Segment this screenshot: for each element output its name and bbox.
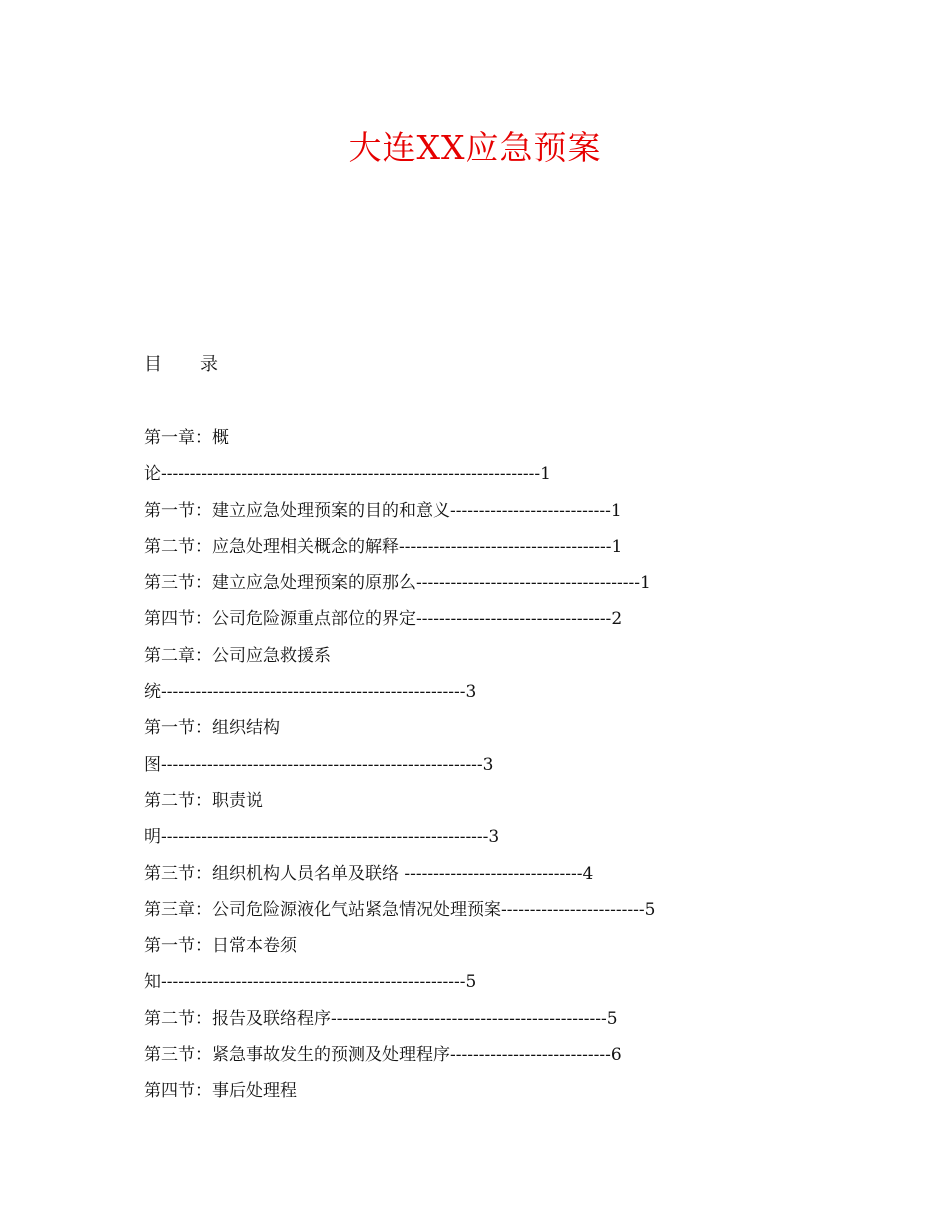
toc-page-number: 5: [606, 1008, 618, 1029]
toc-entry-label: 图: [144, 754, 161, 775]
toc-line: [144, 752, 824, 788]
toc-entry-label: 第一节：组织结构: [144, 718, 280, 739]
toc-line: [144, 933, 824, 969]
toc-page-number: 3: [482, 754, 494, 775]
toc-leader-dashes: ------------------------------------------------: [331, 1008, 607, 1029]
toc-entry-label: 第三节：紧急事故发生的预测及处理程序: [144, 1045, 450, 1066]
toc-leader-dashes: ----------------------------: [450, 1045, 611, 1066]
toc-entry-label: 知: [144, 972, 161, 993]
toc-leader-dashes: -------------------------: [501, 899, 645, 920]
toc-page-number: 1: [610, 500, 622, 521]
toc-line: [144, 679, 824, 715]
toc-entry-label: 第四节：公司危险源重点部位的界定: [144, 609, 416, 630]
toc-line: [144, 969, 824, 1005]
toc-page-number: 1: [640, 573, 651, 594]
toc-line: [144, 570, 824, 606]
toc-line: [144, 788, 824, 824]
toc-entry-label: 论: [144, 464, 161, 485]
toc-leader-dashes: -------------------------------------: [399, 536, 612, 557]
toc-leader-dashes: -----------------------------------------------------: [161, 682, 466, 703]
toc-leader-dashes: ---------------------------------------: [416, 573, 641, 594]
toc-entry-label: 第三节：组织机构人员名单及联络: [144, 863, 405, 884]
table-of-contents: [144, 425, 824, 1115]
toc-leader-dashes: --------------------------------------------------------: [161, 754, 483, 775]
toc-entry-label: 第二节：报告及联络程序: [144, 1008, 331, 1029]
toc-line: [144, 897, 824, 933]
toc-line: [144, 1006, 824, 1042]
toc-line: [144, 861, 824, 897]
toc-leader-dashes: -----------------------------------------------------: [161, 972, 466, 993]
toc-page-number: 5: [465, 972, 477, 993]
toc-heading-char-2: 录: [200, 354, 218, 375]
toc-entry-label: 第二章：公司应急救援系: [144, 645, 331, 666]
toc-leader-dashes: ----------------------------------: [416, 609, 612, 630]
toc-entry-label: 明: [144, 827, 161, 848]
toc-page-number: 1: [611, 536, 623, 557]
toc-entry-label: 第一节：建立应急处理预案的目的和意义: [144, 500, 450, 521]
toc-page-number: 3: [488, 827, 500, 848]
toc-line: [144, 643, 824, 679]
toc-line: [144, 461, 824, 497]
toc-page-number: 1: [540, 464, 551, 485]
toc-page-number: 4: [582, 863, 594, 884]
toc-entry-label: 第一章：概: [144, 428, 229, 448]
toc-page-number: 5: [644, 899, 656, 920]
toc-entry-label: 统: [144, 682, 161, 703]
toc-page-number: 2: [611, 609, 623, 630]
toc-entry-label: 第二节：应急处理相关概念的解释: [144, 536, 399, 557]
toc-heading-char-1: 目: [144, 354, 162, 375]
toc-entry-label: 第四节：事后处理程: [144, 1081, 297, 1102]
toc-entry-label: 第三节：建立应急处理预案的原那么: [144, 573, 416, 594]
toc-line: [144, 606, 824, 642]
toc-entry-label: 第二节：职责说: [144, 790, 263, 811]
toc-leader-dashes: -------------------------------: [404, 863, 583, 884]
toc-line: [144, 824, 824, 860]
toc-leader-dashes: ----------------------------: [450, 500, 611, 521]
toc-line: [144, 498, 824, 534]
document-title: 大连XX应急预案: [348, 128, 602, 167]
toc-line: [144, 1042, 824, 1078]
toc-line: [144, 1078, 824, 1114]
toc-entry-label: 第一节：日常本卷须: [144, 936, 297, 957]
toc-page-number: 6: [610, 1045, 622, 1066]
toc-line: [144, 534, 824, 570]
toc-page-number: 3: [465, 682, 477, 703]
toc-line: [144, 425, 824, 461]
toc-leader-dashes: ------------------------------------------------------------------: [161, 464, 541, 485]
toc-heading: [144, 352, 218, 378]
toc-entry-label: 第三章：公司危险源液化气站紧急情况处理预案: [144, 899, 501, 920]
toc-leader-dashes: ---------------------------------------------------------: [161, 827, 489, 848]
toc-line: [144, 715, 824, 751]
